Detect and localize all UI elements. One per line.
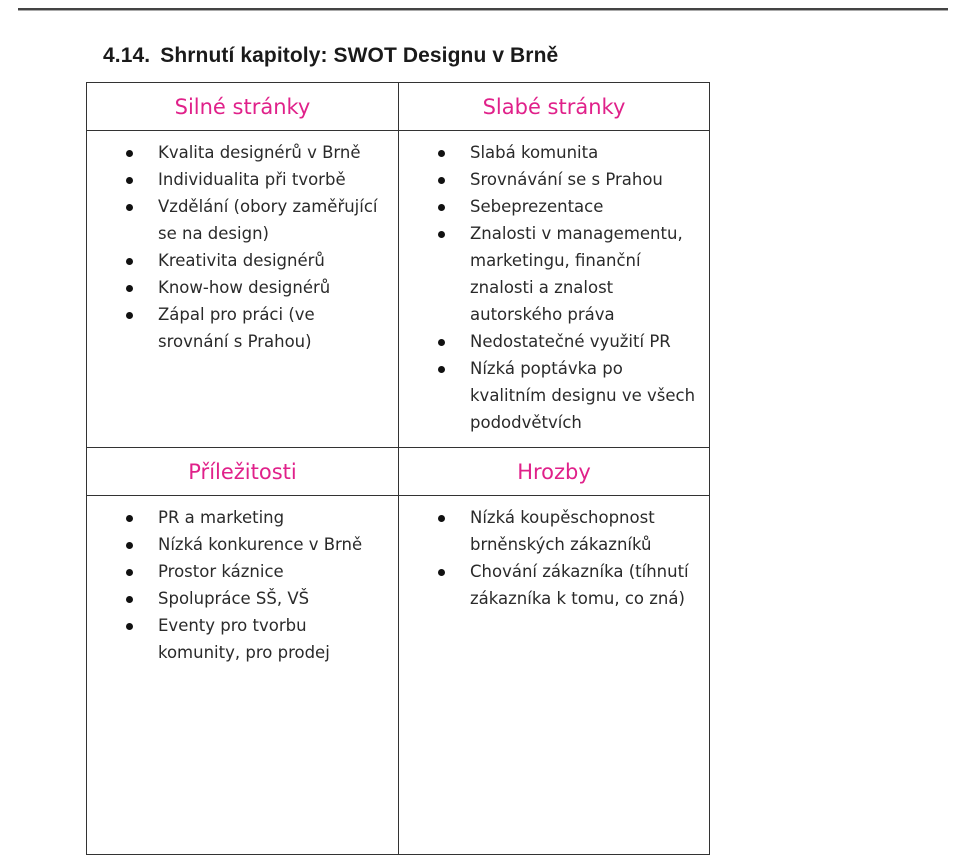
threats-header: Hrozby: [399, 448, 710, 496]
list-item: Nedostatečné využití PR: [399, 328, 709, 355]
top-rule: [18, 8, 948, 11]
list-item: PR a marketing: [87, 504, 398, 531]
list-item: Vzdělání (obory zaměřující se na design): [87, 193, 398, 247]
list-item: Know-how designérů: [87, 274, 398, 301]
strengths-list: [87, 131, 398, 355]
swot-table: [86, 82, 710, 855]
section-title: Shrnutí kapitoly: SWOT Designu v Brně: [160, 44, 559, 67]
list-item: Individualita při tvorbě: [87, 166, 398, 193]
list-item: Eventy pro tvorbu komunity, pro prodej: [87, 612, 398, 666]
list-item: Znalosti v managementu, marketingu, finanční znalosti a znalost autorského práva: [399, 220, 709, 328]
list-item: Nízká poptávka po kvalitním designu ve všech pododvětvích: [399, 355, 709, 436]
list-item: Zápal pro práci (ve srovnání s Prahou): [87, 301, 398, 355]
list-item: Kvalita designérů v Brně: [87, 139, 398, 166]
section-number: 4.14.: [103, 44, 151, 67]
threats-list: [399, 496, 709, 612]
list-item: Srovnávání se s Prahou: [399, 166, 709, 193]
list-item: Prostor káznice: [87, 558, 398, 585]
weaknesses-cell: [399, 131, 710, 448]
opportunities-header: Příležitosti: [87, 448, 399, 496]
strengths-cell: [87, 131, 399, 448]
list-item: Nízká konkurence v Brně: [87, 531, 398, 558]
threats-cell: [399, 496, 710, 855]
weaknesses-header: Slabé stránky: [399, 83, 710, 131]
weaknesses-list: [399, 131, 709, 436]
opportunities-cell: [87, 496, 399, 855]
section-heading: [103, 44, 558, 68]
strengths-header: Silné stránky: [87, 83, 399, 131]
list-item: Nízká koupěschopnost brněnských zákazníků: [399, 504, 709, 558]
list-item: Kreativita designérů: [87, 247, 398, 274]
opportunities-list: [87, 496, 398, 666]
list-item: Slabá komunita: [399, 139, 709, 166]
list-item: Sebeprezentace: [399, 193, 709, 220]
list-item: Chování zákazníka (tíhnutí zákazníka k tomu, co zná): [399, 558, 709, 612]
list-item: Spolupráce SŠ, VŠ: [87, 585, 398, 612]
